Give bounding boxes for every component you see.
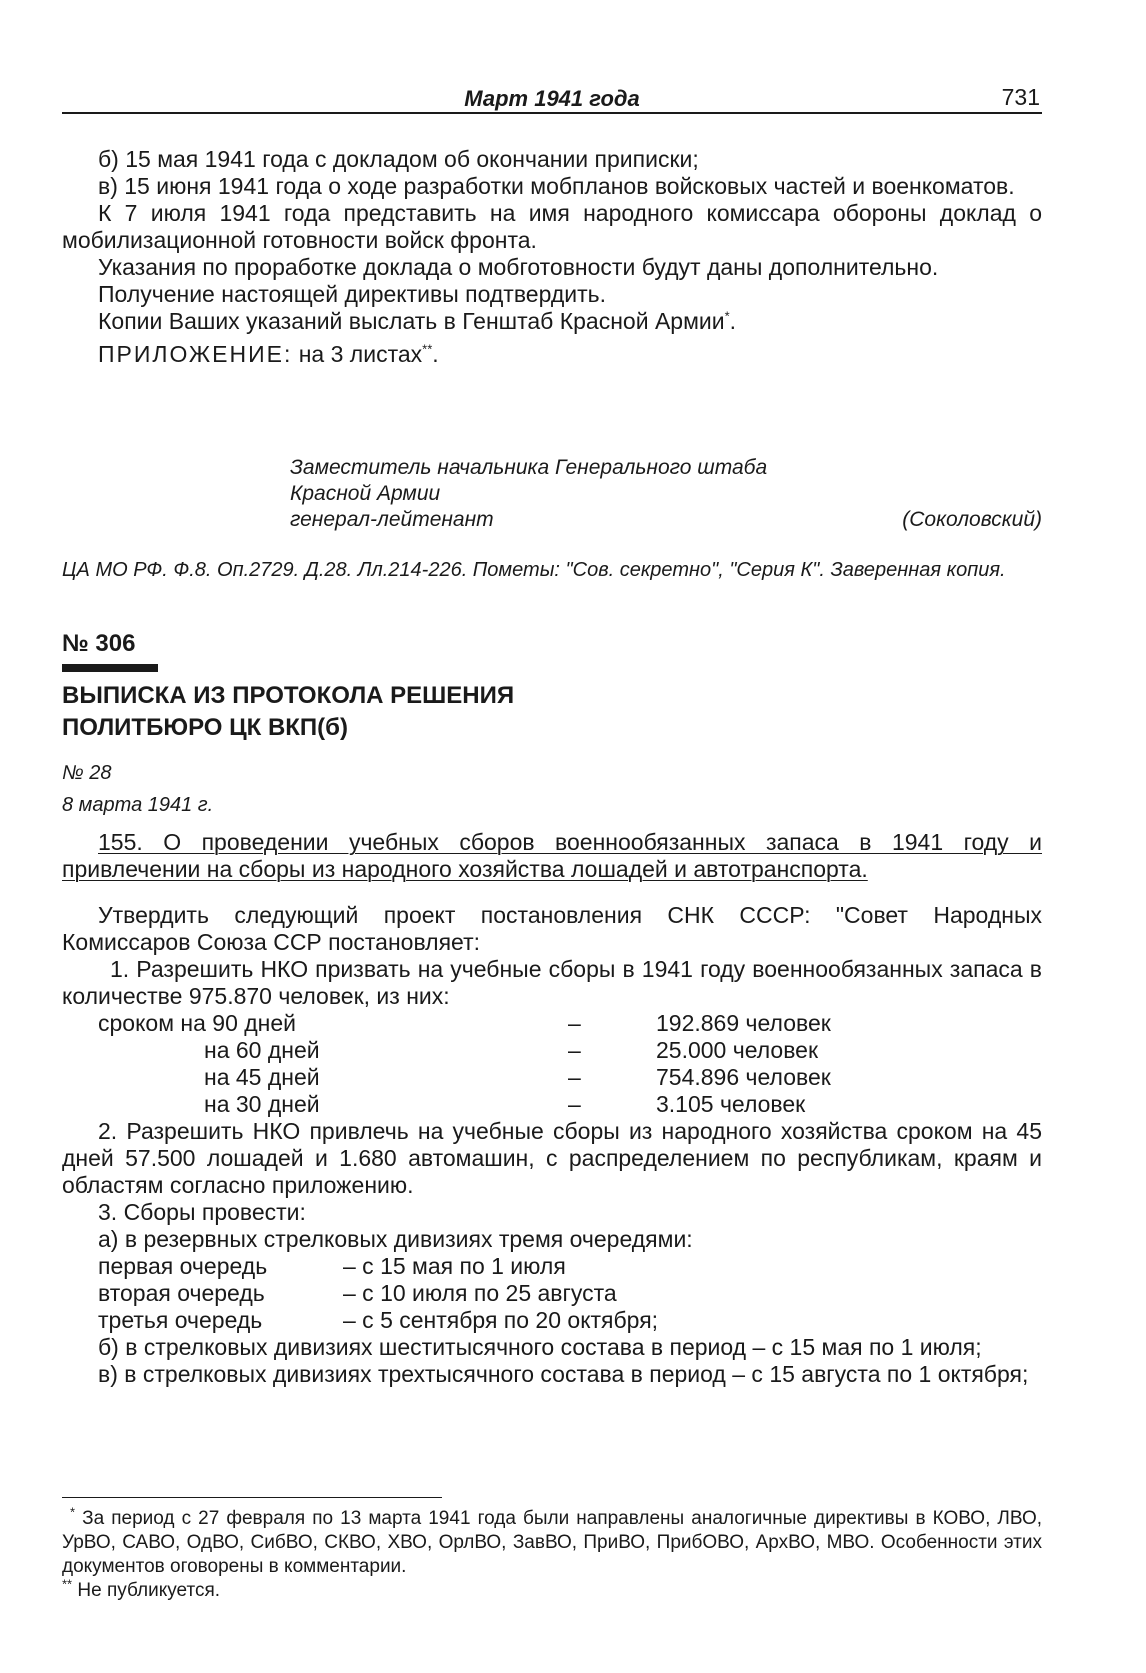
decision-item-1: 1. Разрешить НКО призвать на учебные сборы в 1941 году военнообязанных запаса в количестве 975.870 человек, из них: — [62, 956, 1042, 1009]
appendix-value: на 3 листах — [298, 341, 423, 367]
footnote-2 — [62, 1576, 1042, 1603]
signature-block — [62, 455, 1042, 533]
document-title — [62, 680, 762, 744]
signature-position: Заместитель начальника Генерального штаба — [290, 456, 768, 479]
running-head — [62, 78, 1042, 114]
term-dash: – — [568, 1037, 581, 1063]
footnote-rule — [62, 1497, 442, 1498]
decision-item-2: 2. Разрешить НКО привлечь на учебные сборы из народного хозяйства сроком на 45 дней 57.500 лошадей и 1.680 автомашин, с распределением по республикам, краям и областям согласно приложению. — [62, 1118, 1042, 1198]
queue-row — [98, 1253, 658, 1280]
queues-table — [98, 1253, 658, 1334]
signature-rank: генерал-лейтенант — [290, 508, 494, 531]
footnotes — [62, 1504, 1042, 1603]
directive-copies-paragraph: Копии Ваших указаний выслать в Генштаб Красной Армии*. — [98, 308, 737, 334]
term-row — [98, 1064, 831, 1091]
term-label: сроком на 90 дней — [98, 1010, 297, 1036]
directive-confirm-paragraph: Получение настоящей директивы подтвердить. — [98, 281, 607, 307]
term-label: на 30 дней — [204, 1091, 320, 1117]
directive-item-b: б) 15 мая 1941 года с докладом об окончании приписки; — [98, 146, 699, 172]
queue-row — [98, 1280, 658, 1307]
term-dash: – — [568, 1064, 581, 1090]
document-title-line-1: ВЫПИСКА ИЗ ПРОТОКОЛА РЕШЕНИЯ — [62, 682, 515, 709]
decision-heading — [62, 829, 1042, 883]
footnote-1-mark: * — [70, 1504, 76, 1520]
call-up-terms-table — [98, 1010, 831, 1118]
footnote-1 — [62, 1504, 1042, 1579]
term-row — [98, 1010, 831, 1037]
directive-continuation — [62, 146, 1042, 368]
footnote-2-mark: ** — [62, 1576, 73, 1592]
term-value: 754.896 человек — [656, 1064, 831, 1090]
appendix-label: ПРИЛОЖЕНИЕ: — [98, 341, 293, 367]
page-number: 731 — [1001, 84, 1040, 110]
queue-period: – с 10 июля по 25 августа — [343, 1280, 617, 1306]
protocol-number: № 28 — [62, 762, 112, 784]
queue-period: – с 15 мая по 1 июля — [343, 1253, 566, 1279]
footnote-ref-2: ** — [422, 341, 433, 357]
term-row — [98, 1037, 831, 1064]
term-value: 3.105 человек — [656, 1091, 806, 1117]
decision-body — [62, 902, 1042, 1388]
decision-intro: Утвердить следующий проект постановления СНК СССР: "Совет Народных Комиссаров Союза ССР постановляет: — [62, 902, 1042, 955]
queue-label: первая очередь — [98, 1253, 268, 1279]
directive-report-paragraph: К 7 июля 1941 года представить на имя народного комиссара обороны доклад о мобилизационной готовности войск фронта. — [62, 200, 1042, 253]
term-value: 25.000 человек — [656, 1037, 819, 1063]
decision-item-3b: б) в стрелковых дивизиях шеститысячного состава в период – с 15 мая по 1 июля; — [98, 1334, 982, 1360]
signature-name: (Соколовский) — [902, 508, 1042, 531]
decision-item-3a: а) в резервных стрелковых дивизиях тремя очередями: — [98, 1226, 693, 1252]
queue-row — [98, 1307, 658, 1334]
footnote-1-text: За период с 27 февраля по 13 марта 1941 года были направлены аналогичные директивы в КОВО, ЛВО, УрВО, САВО, ОдВО, СибВО, СКВО, ХВО, ОрлВО, ЗавВО, ПриВО, ПрибОВО, АрхВО, МВО. Особенности этих документов оговорены в комментарии. — [62, 1508, 1042, 1577]
appendix-line: ПРИЛОЖЕНИЕ: на 3 листах**. — [98, 341, 439, 367]
decision-heading-text: 155. О проведении учебных сборов военнообязанных запаса в 1941 году и привлечении на сборы из народного хозяйства лошадей и автотранспорта. — [62, 829, 1042, 882]
queue-label: вторая очередь — [98, 1280, 265, 1306]
term-dash: – — [568, 1010, 581, 1036]
term-dash: – — [568, 1091, 581, 1117]
number-underline-bar — [62, 664, 158, 672]
term-label: на 60 дней — [204, 1037, 320, 1063]
term-row — [98, 1091, 831, 1118]
term-label: на 45 дней — [204, 1064, 320, 1090]
running-head-title: Март 1941 года — [464, 86, 640, 111]
footnote-2-text: Не публикуется. — [77, 1580, 221, 1601]
document-title-line-2: ПОЛИТБЮРО ЦК ВКП(б) — [62, 714, 348, 741]
queue-period: – с 5 сентября по 20 октября; — [343, 1307, 659, 1333]
archive-reference: ЦА МО РФ. Ф.8. Оп.2729. Д.28. Лл.214-226. Пометы: "Сов. секретно", "Серия К". Заверенная копия. — [62, 559, 1006, 581]
directive-item-v: в) 15 июня 1941 года о ходе разработки мобпланов войсковых частей и военкоматов. — [98, 173, 1015, 199]
queue-label: третья очередь — [98, 1307, 263, 1333]
document-number: № 306 — [62, 630, 136, 657]
copies-text: Копии Ваших указаний выслать в Генштаб Красной Армии — [98, 308, 725, 334]
footnote-ref-1: * — [724, 308, 730, 324]
directive-instructions-paragraph: Указания по проработке доклада о мобготовности будут даны дополнительно. — [98, 254, 939, 280]
decision-item-3: 3. Сборы провести: — [98, 1199, 306, 1225]
decision-item-3v: в) в стрелковых дивизиях трехтысячного состава в период – с 15 августа по 1 октября; — [98, 1361, 1029, 1387]
term-value: 192.869 человек — [656, 1010, 831, 1036]
protocol-date: 8 марта 1941 г. — [62, 794, 214, 816]
signature-organization: Красной Армии — [290, 482, 441, 505]
